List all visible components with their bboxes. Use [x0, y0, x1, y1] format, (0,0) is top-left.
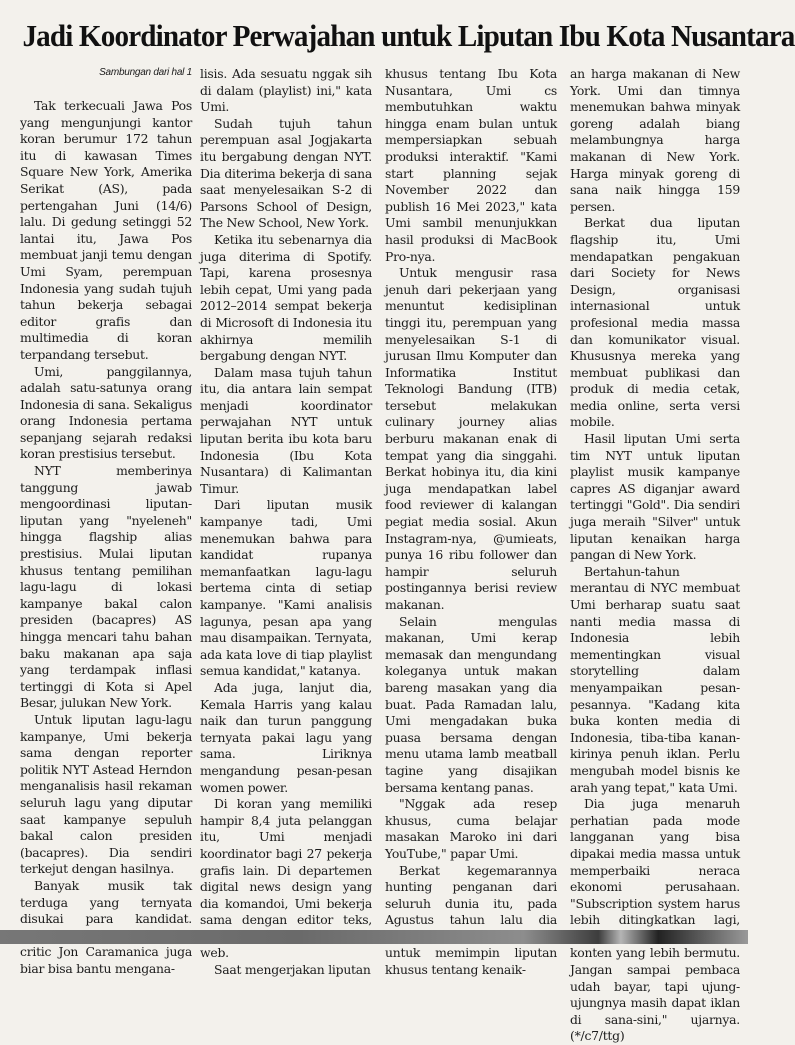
paragraph: Ada juga, lanjut dia, Kemala Harris yang kalau naik dan turun panggung ternyata pakai lagu yang sama. Liriknya mengandung pesan-pesan women power. — [200, 679, 372, 795]
paragraph: Bertahun-tahun merantau di NYC membuat Umi berharap suatu saat nanti media massa di Indonesia lebih mementingkan visual storytelling dalam menyampaikan pesan-pesannya. "Kadang kita buka konten media di Indonesia, tiba-tiba kanan-kirinya penuh iklan. Perlu mengubah model bisnis ke arah yang tepat," kata Umi. — [570, 563, 740, 795]
paragraph: Dalam masa tujuh tahun itu, dia antara lain sempat menjadi koordinator perwajahan NYT untuk liputan berita ibu kota baru Indonesia (Ibu Kota Nusantara) di Kalimantan Timur. — [200, 364, 372, 496]
paragraph: Umi, panggilannya, adalah satu-satunya orang Indonesia di sana. Sekaligus orang Indonesia pertama sepanjang sejarah redaksi koran prestisius tersebut. — [20, 363, 192, 462]
column-1 — [20, 66, 192, 976]
headline: Jadi Koordinator Perwajahan untuk Liputan Ibu Kota Nusantara — [22, 18, 795, 53]
paragraph: Untuk mengusir rasa jenuh dari pekerjaan yang menuntut kedisiplinan tinggi itu, perempuan yang menyelesaikan S-1 di jurusan Ilmu Komputer dan Informatika Institut Teknologi Bandung (ITB) tersebut melakukan culinary journey alias berburu makanan enak di tempat yang dia singgahi. Berkat hobinya itu, dia kini juga mendapatkan label food reviewer di kalangan pegiat media sosial. Akun Instagram-nya, @umieats, punya 16 ribu follower dan hampir seluruh postingannya berisi review makanan. — [385, 265, 557, 612]
column-4 — [570, 66, 740, 1044]
paragraph: Banyak musik tak terduga yang ternyata disukai para kandidat. critic Jon Caramanica juga biar bisa bantu mengana- — [20, 877, 192, 976]
paragraph: Hasil liputan Umi serta tim NYT untuk liputan playlist musik kampanye capres AS diganjar award tertinggi "Gold". Dia sendiri juga meraih "Silver" untuk liputan kenaikan harga pangan di New York. — [570, 431, 740, 563]
paragraph: Dari liputan musik kampanye tadi, Umi menemukan bahwa para kandidat rupanya memanfaatkan lagu-lagu bertema cinta di setiap kampanye. "Kami analisis lagunya, pesan apa yang mau disampaikan. Ternyata, ada kata love di tiap playlist semua kandidat," katanya. — [200, 497, 372, 679]
paragraph: an harga makanan di New York. Umi dan timnya menemukan bahwa minyak goreng adalah biang melambungnya harga makanan di New York. Harga minyak goreng di sana naik hingga 159 persen. — [570, 66, 740, 214]
paragraph: Ketika itu sebenarnya dia juga diterima di Spotify. Tapi, karena prosesnya lebih cepat, Umi yang pada 2012–2014 sempat bekerja di Microsoft di Indonesia itu akhirnya memilih bergabung dengan NYT. — [200, 231, 372, 364]
paragraph: Berkat dua liputan flagship itu, Umi mendapatkan pengakuan dari Society for News Design, organisasi internasional untuk profesional media massa dan komunikator visual. Khususnya mereka yang membuat publikasi dan produk di media cetak, media online, serta versi mobile. — [570, 215, 740, 430]
paragraph: lisis. Ada sesuatu nggak sih di dalam (playlist) ini," kata Umi. — [200, 66, 372, 115]
paragraph: "Nggak ada resep khusus, cuma belajar masakan Maroko ini dari YouTube," papar Umi. — [385, 796, 557, 861]
paragraph: Sudah tujuh tahun perempuan asal Jogjakarta itu bergabung dengan NYT. Dia diterima bekerja di sana saat menyelesaikan S-2 di Parsons School of Design, The New School, New York. — [200, 115, 372, 231]
column-2 — [200, 66, 372, 978]
paragraph: Tak terkecuali Jawa Pos yang mengunjungi kantor koran berumur 172 tahun itu di kawasan Times Square New York, Amerika Serikat (AS), pada pertengahan Juni (14/6) lalu. Di gedung setinggi 52 lantai itu, Jawa Pos membuat janji temu dengan Umi Syam, perempuan Indonesia yang sudah tujuh tahun bekerja sebagai editor grafis dan multimedia di koran terpandang tersebut. — [20, 98, 192, 362]
paragraph: khusus tentang Ibu Kota Nusantara, Umi cs membutuhkan waktu hingga enam bulan untuk mempersiapkan sebuah produksi interaktif. "Kami start planning sejak November 2022 dan publish 16 Mei 2023," kata Umi sambil menunjukkan hasil produksi di MacBook Pro-nya. — [385, 66, 557, 264]
page-bottom-strip — [0, 930, 748, 944]
paragraph: Saat mengerjakan liputan — [214, 962, 371, 978]
paragraph: Di koran yang memiliki hampir 8,4 juta pelanggan itu, Umi menjadi koordinator bagi 27 pekerja grafis lain. Di departemen digital news design yang dia komandoi, Umi bekerja sama dengan editor teks, web. — [200, 796, 372, 961]
paragraph: Berkat kegemarannya hunting penganan dari seluruh dunia itu, pada Agustus tahun lalu dia untuk memimpin liputan khusus tentang kenaik- — [385, 862, 557, 978]
paragraph: Selain mengulas makanan, Umi kerap memasak dan mengundang koleganya untuk makan bareng masakan yang dia buat. Pada Ramadan lalu, Umi mengadakan buka puasa bersama dengan menu utama lamb meatball tagine yang disajikan bersama kentang panas. — [385, 613, 557, 795]
paragraph: Untuk liputan lagu-lagu kampanye, Umi bekerja sama dengan reporter politik NYT Astead Herndon menganalisis hasil rekaman seluruh lagu yang diputar saat kampanye sepuluh bakal calon presiden (bacapres). Dia sendiri terkejut dengan hasilnya. — [20, 711, 192, 877]
top-strip-cut-text — [0, 0, 748, 10]
paragraph: NYT memberinya tanggung jawab mengoordinasi liputan-liputan yang "nyeleneh" hingga flagship alias prestisius. Mulai liputan khusus tentang pemilihan lagu-lagu di lokasi kampanye bakal calon presiden (bacapres) AS hingga mencari tahu bahan baku makanan apa saja yang terdampak inflasi tertinggi di Kota si Apel Besar, julukan New York. — [20, 463, 192, 711]
paragraph: Dia juga menaruh perhatian pada mode langganan yang bisa dipakai media massa untuk memperbaiki neraca ekonomi perusahaan. "Subscription system harus lebih ditingkatkan lagi, konten yang lebih bermutu. Jangan sampai pembaca udah bayar, tapi ujung-ujungnya masih dapat iklan di sana-sini," ujarnya. (*/c7/ttg) — [570, 796, 740, 1044]
column-3 — [385, 66, 557, 978]
continuation-note: Sambungan dari hal 1 — [99, 67, 192, 78]
